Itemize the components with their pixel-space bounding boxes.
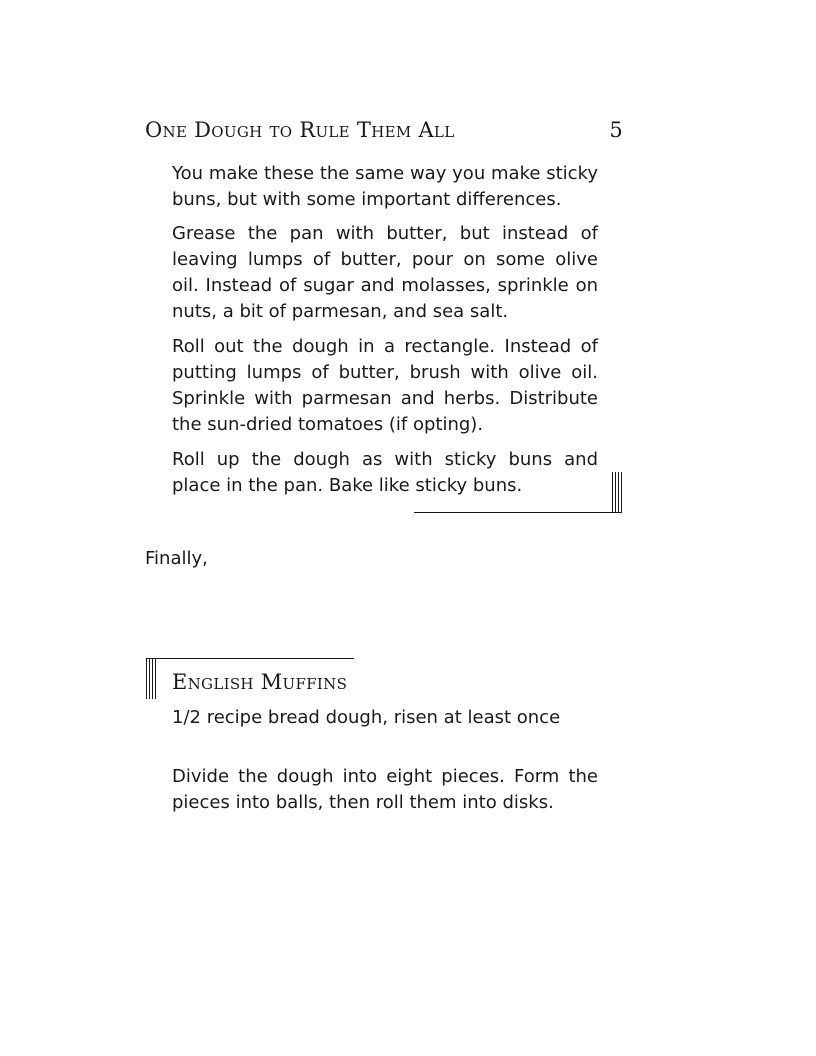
bar-line [615,472,616,513]
bar-line [621,472,622,513]
recipe-title: English Muffins [172,670,348,694]
bar-line [149,658,150,699]
section-end-rule [414,512,622,513]
paragraph-bake: Roll up the dough as with sticky buns and place in the pan. Bake like sticky buns. [172,449,598,496]
recipe-start-bars [146,658,156,699]
bar-line [152,658,153,699]
page-number: 5 [609,118,623,142]
paragraph-intro: You make these the same way you make sticky buns, but with some important differences. [172,163,598,210]
recipe-start-rule [146,658,354,659]
running-head [145,118,625,148]
bar-line [155,658,156,699]
ingredient-item: 1/2 recipe bread dough, risen at least once [172,707,561,728]
bar-line [612,472,613,513]
paragraph-pan-prep: Grease the pan with butter, but instead of leaving lumps of butter, pour on some olive oil. Instead of sugar and molasses, sprinkle on nuts, a bit of parmesan, and sea salt. [172,223,598,322]
bar-line [618,472,619,513]
section-end-bars [612,472,622,513]
transition-text: Finally, [145,548,208,569]
paragraph-rolling: Roll out the dough in a rectangle. Instead of putting lumps of butter, brush with olive oil. Sprinkle with parmesan and herbs. Distribute the sun-dried tomatoes (if opting). [172,336,598,435]
bar-line [146,658,147,699]
chapter-title: One Dough to Rule Them All [145,118,455,142]
recipe-step: Divide the dough into eight pieces. Form the pieces into balls, then roll them into disks. [172,766,598,813]
